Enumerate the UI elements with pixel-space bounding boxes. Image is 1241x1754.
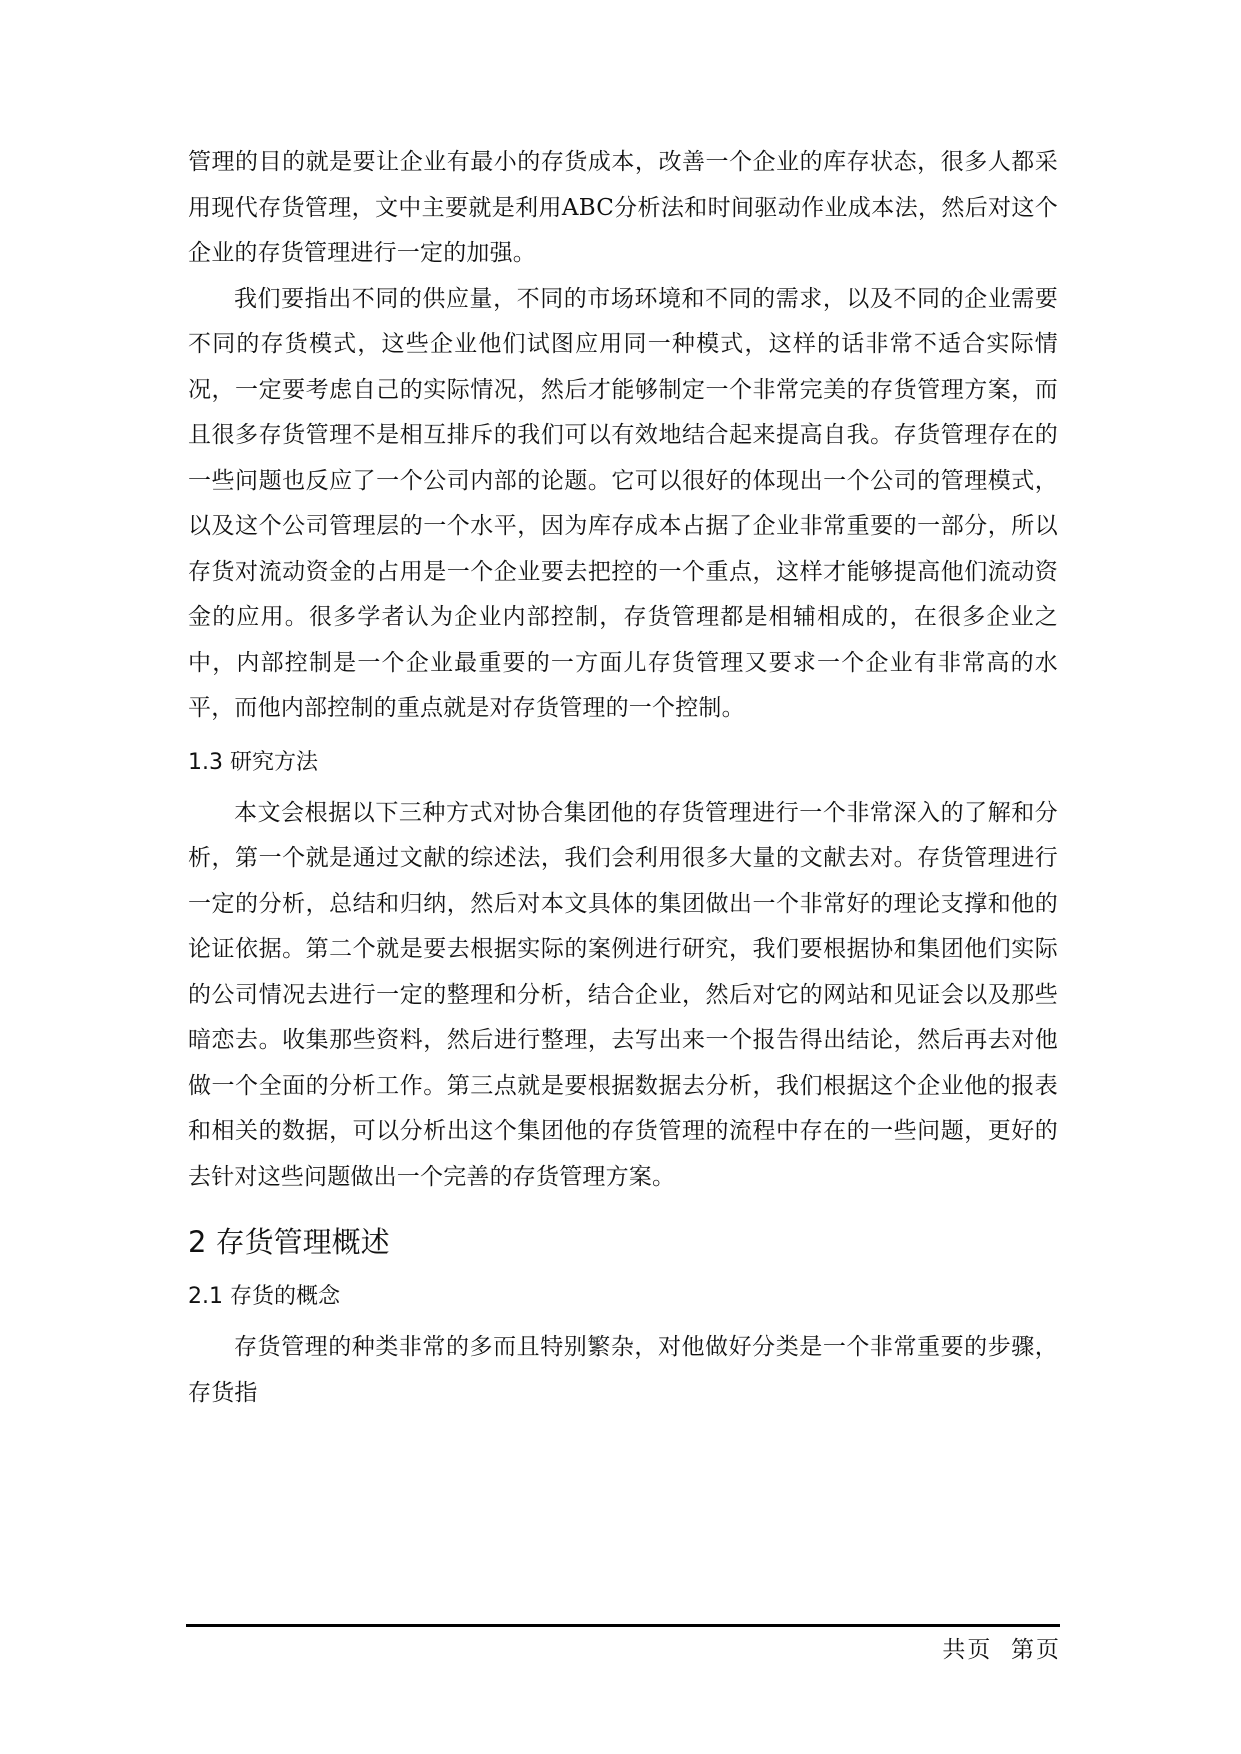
paragraph: 存货管理的种类非常的多而且特别繁杂，对他做好分类是一个非常重要的步骤，存货指 [188, 1334, 1058, 1406]
document-body [188, 140, 1058, 1416]
paragraph: 我们要指出不同的供应量，不同的市场环境和不同的需求，以及不同的企业需要不同的存货模式，这些企业他们试图应用同一种模式，这样的话非常不适合实际情况，一定要考虑自己的实际情况，然后才能够制定一个非常完美的存货管理方案，而且很多存货管理不是相互排斥的我们可以有效地结合起来提高自我。存货管理存在的一些问题也反应了一个公司内部的论题。它可以很好的体现出一个公司的管理模式，以及这个公司管理层的一个水平，因为库存成本占据了企业非常重要的一部分，所以存货对流动资金的占用是一个企业要去把控的一个重点，这样才能够提高他们流动资金的应用。很多学者认为企业内部控制，存货管理都是相辅相成的，在很多企业之中，内部控制是一个企业最重要的一方面儿存货管理又要求一个企业有非常高的水平，而他内部控制的重点就是对存货管理的一个控制。 [188, 285, 1058, 721]
paragraph: 管理的目的就是要让企业有最小的存货成本，改善一个企业的库存状态，很多人都采用现代存货管理，文中主要就是利用ABC分析法和时间驱动作业成本法，然后对这个企业的存货管理进行一定的加强。 [188, 149, 1058, 266]
paragraph: 本文会根据以下三种方式对协合集团他的存货管理进行一个非常深入的了解和分析，第一个就是通过文献的综述法，我们会利用很多大量的文献去对。存货管理进行一定的分析，总结和归纳，然后对本文具体的集团做出一个非常好的理论支撑和他的论证依据。第二个就是要去根据实际的案例进行研究，我们要根据协和集团他们实际的公司情况去进行一定的整理和分析，结合企业，然后对它的网站和见证会以及那些暗恋去。收集那些资料，然后进行整理，去写出来一个报告得出结论，然后再去对他做一个全面的分析工作。第三点就是要根据数据去分析，我们根据这个企业他的报表和相关的数据，可以分析出这个集团他的存货管理的流程中存在的一些问题，更好的去针对这些问题做出一个完善的存货管理方案。 [188, 799, 1058, 1190]
footer-rule [186, 1624, 1060, 1627]
section-heading-1-3: 1.3 研究方法 [188, 749, 318, 775]
page-number-footer: 共页 第页 [942, 1637, 1061, 1663]
section-heading-2-1: 2.1 存货的概念 [188, 1284, 340, 1309]
chapter-heading-2: 2 存货管理概述 [188, 1225, 390, 1259]
